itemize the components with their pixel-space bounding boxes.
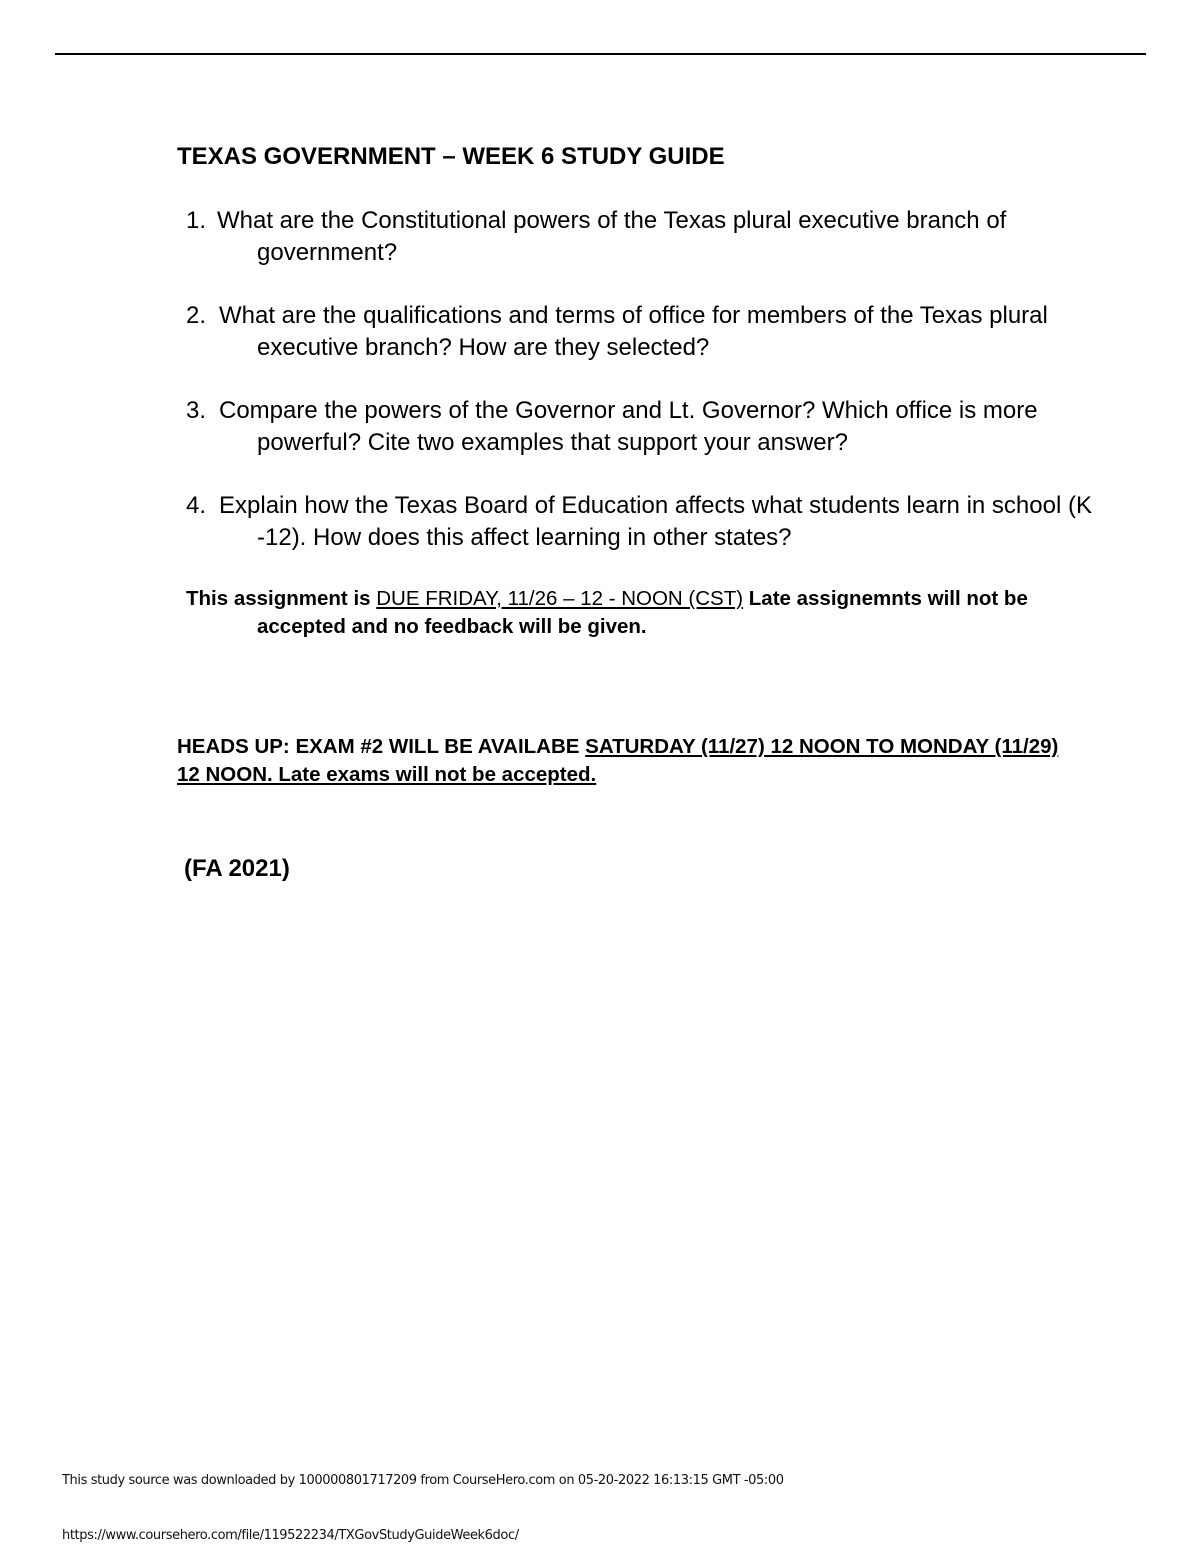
question-item <box>186 300 1106 364</box>
due-date-note <box>186 585 1106 641</box>
question-text: Explain how the Texas Board of Education affects what students learn in school (K -12). How does this affect learning in other states? <box>219 492 1092 551</box>
question-text: What are the Constitutional powers of the Texas plural executive branch of government? <box>217 207 1007 266</box>
exam-window: SATURDAY (11/27) 12 NOON TO MONDAY (11/29) 12 NOON. Late exams will not be accepted. <box>177 735 1059 786</box>
top-rule <box>55 53 1146 55</box>
question-number: 1. <box>186 207 207 234</box>
question-number: 4. <box>186 492 207 519</box>
question-item <box>186 205 1106 269</box>
question-list <box>186 205 1106 585</box>
question-item <box>186 490 1106 554</box>
question-item <box>186 395 1106 459</box>
exam-heads-up <box>177 733 1077 789</box>
due-note-suffix: Late assignemnts will not be accepted and no feedback will be given. <box>257 587 1028 638</box>
heads-up-prefix: HEADS UP: EXAM #2 WILL BE AVAILABE <box>177 735 586 758</box>
due-deadline: DUE FRIDAY, 11/26 – 12 - NOON (CST) <box>376 587 744 610</box>
due-note-prefix: This assignment is <box>186 587 377 610</box>
document-title: TEXAS GOVERNMENT – WEEK 6 STUDY GUIDE <box>177 143 725 170</box>
source-url[interactable]: https://www.coursehero.com/file/119522234/TXGovStudyGuideWeek6doc/ <box>62 1528 519 1543</box>
question-text: Compare the powers of the Governor and Lt. Governor? Which office is more powerful? Cite two examples that support your answer? <box>219 397 1038 456</box>
download-source-note: This study source was downloaded by 100000801717209 from CourseHero.com on 05-20-2022 16:13:15 GMT -05:00 <box>62 1473 784 1488</box>
question-number: 2. <box>186 302 207 329</box>
question-number: 3. <box>186 397 207 424</box>
term-label: (FA 2021) <box>184 855 290 882</box>
question-text: What are the qualifications and terms of office for members of the Texas plural executive branch? How are they selected? <box>219 302 1048 361</box>
